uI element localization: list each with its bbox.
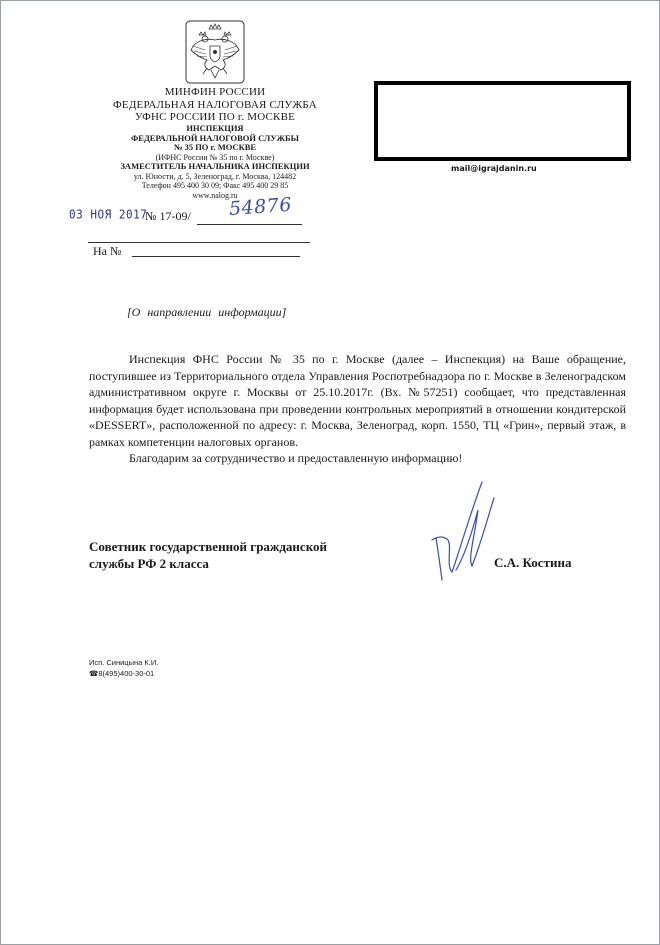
executor-info [89, 657, 158, 679]
letterhead-service: ФЕДЕРАЛЬНАЯ НАЛОГОВАЯ СЛУЖБА [113, 98, 317, 111]
executor-name: Исп. Синицына К.И. [89, 658, 159, 667]
outgoing-number-handwritten: 54876 [228, 193, 293, 221]
recipient-email: mail@igrajdanin.ru [451, 164, 537, 173]
date-stamp: 03 НОЯ 2017 [69, 207, 148, 222]
coat-of-arms-icon [185, 20, 245, 84]
body-paragraph: Благодарим за сотрудничество и предоставленную информацию! [129, 451, 463, 465]
body-paragraph: Инспекция ФНС России № 35 по г. Москве (далее – Инспекция) на Ваше обращение, поступившее из Территориального отдела Управления Роспотребнадзора по г. Москве в Зеленоградском административном округе г. Москвы от 25.10.2017г. (Вх. №57251) сообщает, что представленная информация будет использована при проведении контрольных мероприятий в отношении кондитерской «DESSERT», расположенной по адресу: г. Москва, Зеленоград, корп. 1550, ТЦ «Грин», первый этаж, в рамках компетенции налоговых органов. [89, 352, 626, 449]
redacted-recipient-box [374, 81, 631, 161]
letterhead-ministry: МИНФИН РОССИИ [164, 86, 266, 98]
letterhead-inspection-1: ИНСПЕКЦИЯ [186, 122, 244, 133]
executor-phone: 8(495)400-30-01 [98, 669, 155, 678]
signer-position-line: Советник государственной гражданской [89, 539, 327, 554]
letterhead-address: ул. Юности, д. 5, Зеленоград, г. Москва, 124482 [133, 172, 297, 182]
divider-line [88, 242, 310, 243]
letterhead-inspection-3: № 35 ПО г. МОСКВЕ [173, 142, 257, 153]
letterhead-deputy: ЗАМЕСТИТЕЛЬ НАЧАЛЬНИКА ИНСПЕКЦИИ [120, 161, 310, 172]
reference-number-line [132, 256, 300, 257]
handwritten-signature [412, 470, 502, 590]
signer-name: С.А. Костина [494, 555, 572, 570]
letterhead-website: www.nalog.ru [192, 190, 238, 200]
phone-icon: ☎ [89, 669, 99, 678]
letter-subject: [О направлении информации] [127, 305, 287, 319]
signer-position [89, 538, 327, 572]
executor-phone-row [89, 668, 158, 679]
letterhead [70, 20, 360, 200]
outgoing-number-line [197, 224, 302, 225]
letterhead-short-name: (ИФНС России № 35 по г. Москве) [155, 153, 275, 163]
letterhead-inspection-2: ФЕДЕРАЛЬНОЙ НАЛОГОВОЙ СЛУЖБЫ [130, 132, 300, 143]
outgoing-number-label: № 17-09/ [145, 209, 191, 223]
letterhead-department: УФНС РОССИИ ПО г. МОСКВЕ [134, 111, 296, 124]
letter-body [89, 351, 626, 467]
letterhead-phone: Телефон 495 400 30 09; Факс 495 400 29 85 [141, 181, 289, 191]
reference-number-label: На № [93, 244, 122, 258]
signer-position-line: службы РФ 2 класса [89, 556, 209, 571]
